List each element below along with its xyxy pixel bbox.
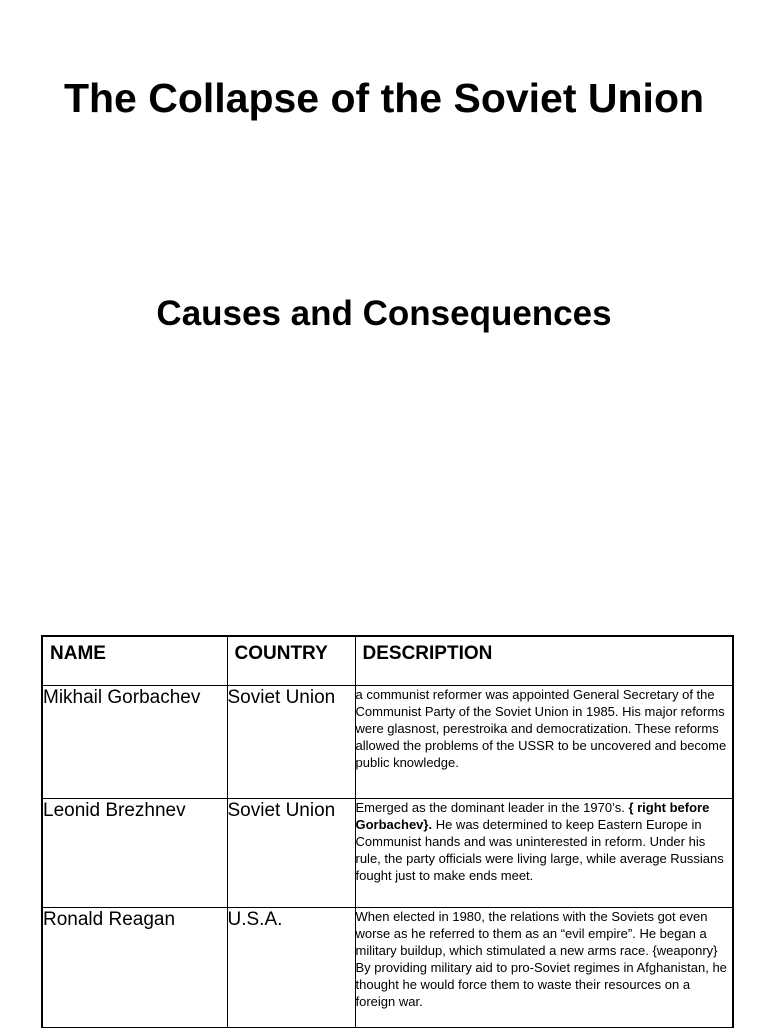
column-header-name: NAME: [42, 636, 227, 685]
description-emphasis: { right before Gorbachev}.: [355, 799, 710, 832]
name-cell: Leonid Brezhnev: [42, 798, 227, 907]
page-title: The Collapse of the Soviet Union: [63, 75, 705, 121]
description-cell: [355, 798, 733, 907]
name-cell: Ronald Reagan: [42, 907, 227, 1027]
description-cell: [355, 907, 733, 1027]
country-cell: U.S.A.: [227, 907, 355, 1027]
country-cell: Soviet Union: [227, 685, 355, 798]
leaders-table: [41, 635, 734, 1028]
country-cell: Soviet Union: [227, 798, 355, 907]
table-row: [42, 685, 733, 798]
description-text: a communist reformer was appointed General Secretary of the Communist Party of the Soviet Union in 1985. His major reforms were glasnost, perestroika and democratization. These reforms allowed the problems of the USSR to be uncovered and become public knowledge.: [355, 686, 727, 770]
description-text: He was determined to keep Eastern Europe in Communist hands and was uninterested in reform. Under his rule, the party officials were living large, while average Russians fought just to make ends meet.: [355, 816, 724, 883]
page-subtitle: Causes and Consequences: [156, 294, 612, 333]
description-cell: [355, 685, 733, 798]
table-header-row: [42, 636, 733, 685]
description-text: Emerged as the dominant leader in the 1970’s.: [355, 799, 629, 815]
table-row: [42, 907, 733, 1027]
column-header-country: COUNTRY: [227, 636, 355, 685]
name-cell: Mikhail Gorbachev: [42, 685, 227, 798]
column-header-description: DESCRIPTION: [355, 636, 733, 685]
description-text: When elected in 1980, the relations with the Soviets got even worse as he referred to them as an “evil empire”. He began a military buildup, which stimulated a new arms race. {weaponry} By providing military aid to pro-Soviet regimes in Afghanistan, he thought he would force them to waste their resources on a foreign war.: [355, 908, 727, 1009]
table-row: [42, 798, 733, 907]
